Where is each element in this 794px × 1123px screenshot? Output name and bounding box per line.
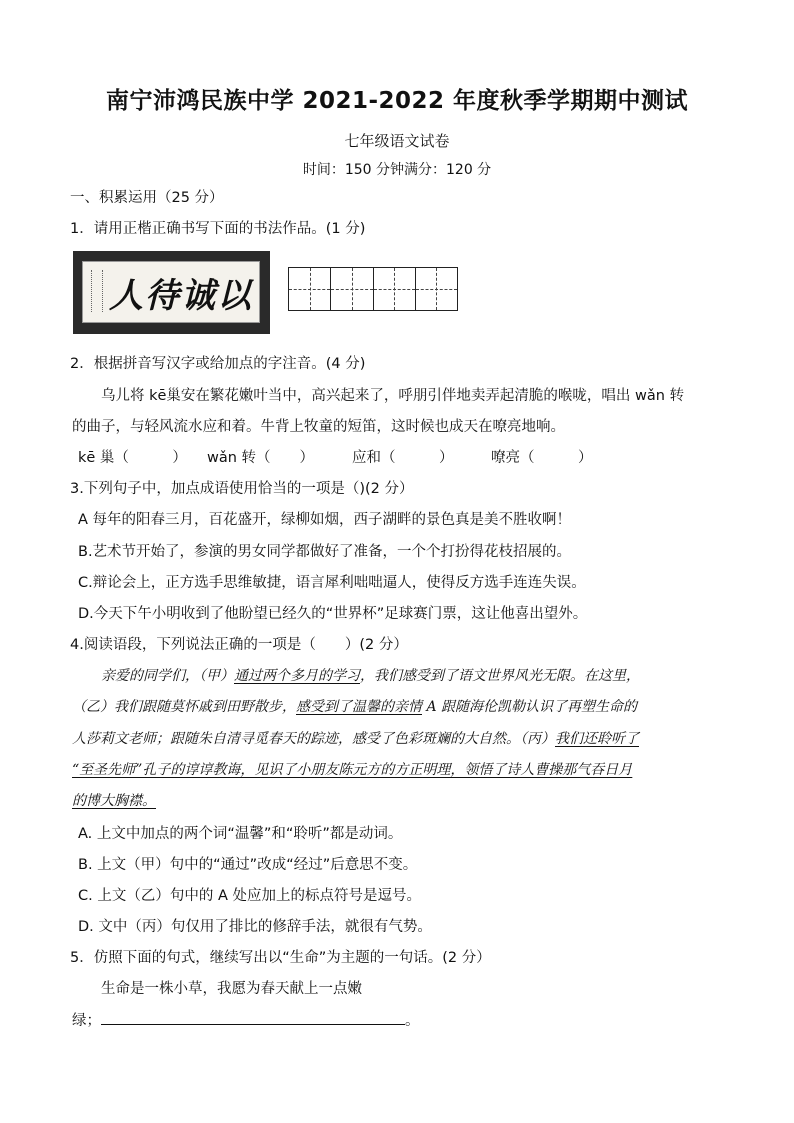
exam-subtitle: 七年级语文试卷: [344, 132, 450, 150]
grid-cell[interactable]: [374, 268, 416, 310]
q4-stem: 4.阅读语段，下列说法正确的一项是（ ）(2 分）: [70, 637, 408, 653]
section-heading: 一、积累运用（25 分）: [70, 190, 224, 206]
underlined-yi: 感受到了温馨的亲情: [296, 699, 422, 715]
grid-cell[interactable]: [331, 268, 373, 310]
writing-grid[interactable]: [288, 267, 458, 311]
answer-line[interactable]: [101, 1012, 405, 1025]
q4-option-a[interactable]: A. 上文中加点的两个词“温馨”和“聆听”都是动词。: [78, 826, 403, 842]
q5-stem: 5．仿照下面的句式，继续写出以“生命”为主题的一句话。(2 分）: [70, 950, 491, 966]
q3-stem: 3.下列句子中，加点成语使用恰当的一项是（)(2 分）: [70, 481, 414, 497]
q5-answer-row: 绿； 。: [72, 1013, 420, 1029]
q4-para-line1: 亲爱的同学们，（甲）通过两个多月的学习，我们感受到了语文世界风光无限。在这里，: [101, 668, 640, 684]
q4-para-line4: “至圣先师”孔子的谆谆教诲，见识了小朋友陈元方的方正明理，领悟了诗人曹操那气吞日月: [72, 762, 633, 778]
q4-option-b[interactable]: B. 上文（甲）句中的“通过”改成“经过”后意思不变。: [78, 857, 418, 873]
q3-option-c[interactable]: C.辩论会上，正方选手思维敏捷，语言犀利咄咄逼人，使得反方选手连连失误。: [78, 575, 586, 591]
q2-blank-1[interactable]: kē 巢（ ）: [78, 450, 187, 466]
q4-option-d[interactable]: D. 文中（丙）句仅用了排比的修辞手法，就很有气势。: [78, 919, 432, 935]
q5-example: 生命是一株小草，我愿为春天献上一点嫩: [101, 981, 362, 997]
q4-para-line3: 人莎莉文老师；跟随朱自清寻觅春天的踪迹，感受了色彩斑斓的大自然。（丙）我们还聆听了: [72, 731, 639, 747]
q3-option-a[interactable]: A 每年的阳春三月，百花盛开，绿柳如烟，西子湖畔的景色真是美不胜收啊！: [78, 512, 572, 528]
q2-blank-2[interactable]: wǎn 转（ ）: [207, 450, 315, 466]
underlined-bing-start: 我们还聆听了: [555, 731, 639, 747]
q3-option-d[interactable]: D.今天下午小明收到了他盼望已经久的“世界杯”足球赛门票，这让他喜出望外。: [78, 606, 588, 622]
exam-time-score: 时间：150 分钟满分：120 分: [302, 162, 492, 178]
q2-blank-4[interactable]: 嘹亮（ ）: [491, 450, 593, 466]
underlined-jia: 通过两个多月的学习: [234, 668, 360, 684]
q2-passage-line1: 乌儿将 kē巢安在繁花嫩叶当中，高兴起来了，呼朋引伴地卖弄起清脆的喉咙，唱出 wǎn 转: [101, 388, 685, 404]
q4-option-c[interactable]: C. 上文（乙）句中的 A 处应加上的标点符号是逗号。: [78, 888, 421, 904]
exam-title: 南宁沛鸿民族中学 2021-2022 年度秋季学期期中测试: [105, 88, 689, 114]
calligraphy-text: 人待诚以: [109, 276, 253, 316]
q2-stem: 2．根据拼音写汉字或给加点的字注音。(4 分): [70, 356, 366, 372]
grid-cell[interactable]: [416, 268, 457, 310]
grid-cell[interactable]: [289, 268, 331, 310]
q2-blank-3[interactable]: 应和（ ）: [352, 450, 454, 466]
q4-para-line2: （乙）我们跟随莫怀戚到田野散步，感受到了温馨的亲情 A 跟随海伦凯勒认识了再塑生命的: [72, 699, 638, 715]
q2-passage-line2: 的曲子，与轻风流水应和着。牛背上牧童的短笛，这时候也成天在嘹亮地响。: [72, 419, 565, 435]
calligraphy-artwork: [73, 251, 270, 334]
q4-para-line5: 的博大胸襟。: [72, 793, 156, 809]
q1-stem: 1．请用正楷正确书写下面的书法作品。(1 分): [70, 221, 366, 237]
q3-option-b[interactable]: B.艺术节开始了，参演的男女同学都做好了准备，一个个打扮得花枝招展的。: [78, 544, 572, 560]
seal-inscription: [91, 270, 103, 312]
calligraphy-paper: [82, 261, 260, 323]
